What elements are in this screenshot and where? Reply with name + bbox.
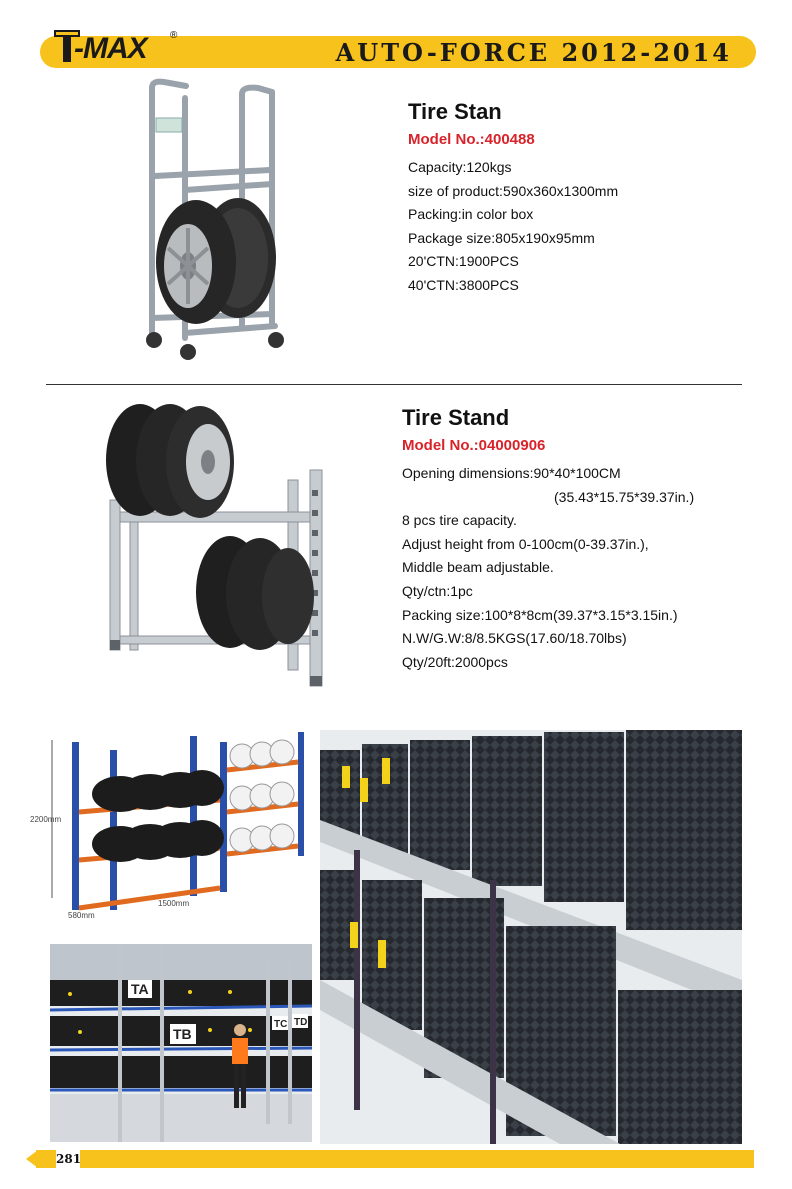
product-2-spec: Qty/20ft:2000pcs xyxy=(402,653,508,670)
product-2-spec: Packing size:100*8*8cm(39.37*3.15*3.15in.) xyxy=(402,606,678,623)
product-1-spec: size of product:590x360x1300mm xyxy=(408,182,619,199)
product-2-spec: Middle beam adjustable. xyxy=(402,559,554,576)
rack-label-tc: TC xyxy=(274,1019,288,1030)
warehouse-photo xyxy=(50,944,312,1142)
product-2-spec: Adjust height from 0-100cm(0-39.37in.), xyxy=(402,535,649,552)
catalog-title: AUTO-FORCE 2012-2014 xyxy=(335,38,732,67)
product-2-spec: (35.43*15.75*39.37in.) xyxy=(554,488,695,505)
product-1-spec: Capacity:120kgs xyxy=(408,159,512,175)
product-1-spec: Packing:in color box xyxy=(408,206,534,223)
product-1-image xyxy=(130,78,300,368)
rack-diagram xyxy=(30,730,310,930)
tire-trolley-illustration xyxy=(130,78,300,368)
page-number: 281 xyxy=(56,1152,82,1166)
rack-label-tb: TB xyxy=(173,1026,192,1042)
product-1-title: Tire Stan xyxy=(408,99,502,124)
product-2-title: Tire Stand xyxy=(402,405,510,430)
rack-label-ta: TA xyxy=(131,981,149,997)
footer-bar xyxy=(36,1150,754,1168)
width-dimension: 1500mm xyxy=(158,899,190,908)
logo-text: -MAX xyxy=(74,32,147,65)
section-divider xyxy=(46,384,742,385)
product-2-spec: Qty/ctn:1pc xyxy=(402,582,473,599)
product-2-spec: Opening dimensions:90*40*100CM xyxy=(402,465,621,481)
tmax-logo xyxy=(52,24,212,70)
height-dimension: 2200mm xyxy=(30,815,62,824)
page-arrow-icon xyxy=(26,1150,52,1168)
product-2-spec: N.W/G.W:8/8.5KGS(17.60/18.70lbs) xyxy=(402,630,627,647)
logo-registered: ® xyxy=(170,30,178,41)
product-2-details xyxy=(402,404,752,674)
product-2-image xyxy=(100,400,340,692)
tire-stand-illustration xyxy=(100,400,340,692)
product-2-model: Model No.:04000906 xyxy=(402,437,546,454)
warehouse-scene xyxy=(50,944,312,1142)
rack-diagram-image xyxy=(30,730,310,930)
rack-label-td: TD xyxy=(294,1017,308,1028)
product-2-spec: 8 pcs tire capacity. xyxy=(402,512,517,529)
depth-dimension: 580mm xyxy=(68,911,95,920)
product-1-spec: Package size:805x190x95mm xyxy=(408,229,595,246)
product-1-model: Model No.:400488 xyxy=(408,131,535,148)
shelf-closeup-photo xyxy=(320,730,742,1144)
product-1-spec: 20'CTN:1900PCS xyxy=(408,253,519,270)
product-1-spec: 40'CTN:3800PCS xyxy=(408,276,519,293)
tire-shelf-scene xyxy=(320,730,742,1144)
product-1-details xyxy=(408,98,738,298)
